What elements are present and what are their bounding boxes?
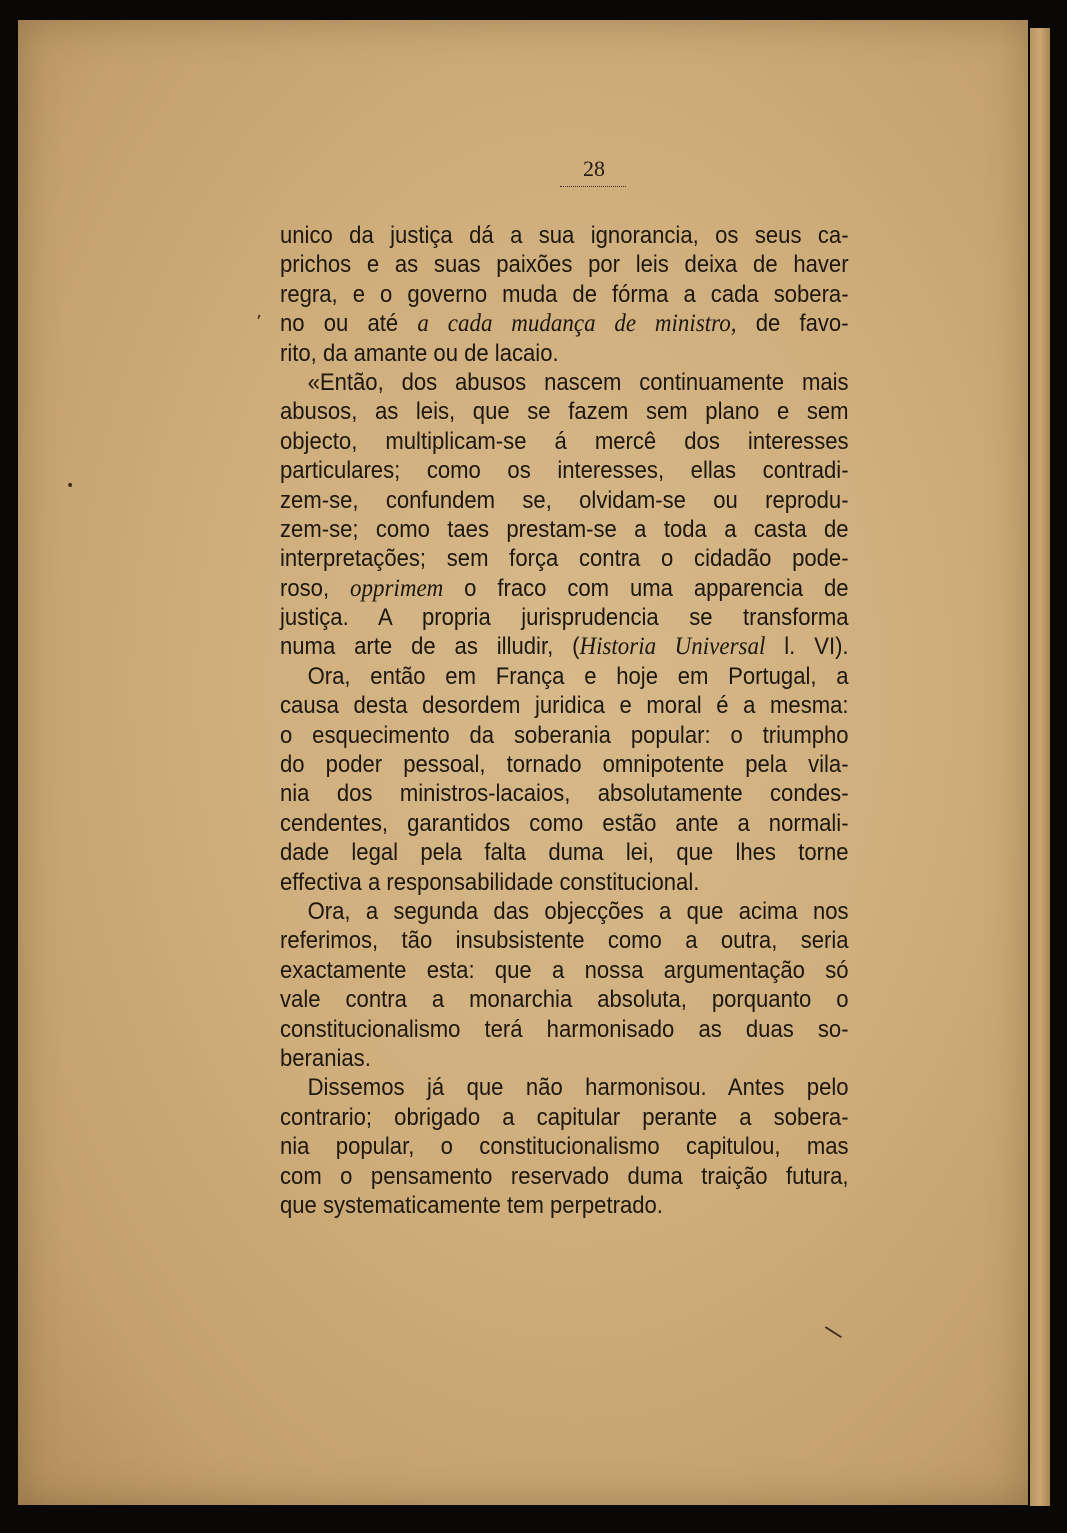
text-segment: Ora, a segunda das objecções a que acima nos [307,897,849,925]
text-segment: unico da justiça dá a sua ignorancia, os seus ca- [280,222,849,249]
text-segment: nia dos ministros-lacaios, absolutamente condes- [280,780,849,808]
text-segment: cendentes, garantidos como estão ante a normali- [280,809,849,837]
text-segment: «Então, dos abusos nascem continuamente mais [307,368,849,396]
text-line [280,309,849,338]
text-line [280,721,849,750]
text-segment: regra, e o governo muda de fórma a cada sobera- [280,280,849,308]
text-segment: Dissemos já que não harmonisou. Antes pelo [307,1074,849,1102]
text-line [280,632,849,661]
text-segment: o esquecimento da soberania popular: o triumpho [280,721,849,749]
italic-text: opprimem [349,574,444,602]
text-segment: no ou até [280,310,418,338]
text-segment: dade legal pela falta duma lei, que lhes torne [280,839,849,867]
text-segment: que systematicamente tem perpetrado. [280,1191,663,1219]
stray-dot: • [66,478,75,494]
text-line [280,1015,849,1044]
paragraph [280,221,849,368]
text-line [280,691,849,720]
text-line [280,280,849,309]
text-segment: rito, da amante ou de lacaio. [280,339,559,367]
stray-mark: ʼ [256,312,262,333]
text-line [280,250,849,279]
body-text [280,221,849,1220]
text-segment: nia popular, o constitucionalismo capitulou, mas [280,1133,849,1161]
text-line [280,1132,849,1161]
text-line [280,956,849,985]
text-line [280,1073,849,1102]
italic-text: Historia Universal [579,633,766,661]
text-segment: interpretações; sem força contra o cidadão pode- [280,545,849,573]
text-line [280,574,849,603]
text-line [280,427,849,456]
text-line [280,544,849,573]
text-segment: Ora, então em França e hoje em Portugal, a [307,662,849,690]
text-segment: causa desta desordem juridica e moral é a mesma: [280,692,849,720]
text-segment: de favo- [736,310,849,338]
text-line [280,221,849,250]
text-segment: constitucionalismo terá harmonisado as duas so- [280,1015,849,1043]
text-line [280,868,849,897]
text-segment: vale contra a monarchia absoluta, porquanto o [280,986,849,1014]
text-segment: zem-se, confundem se, olvidam-se ou reprodu- [280,486,849,514]
text-line [280,1103,849,1132]
text-segment: numa arte de as illudir, ( [280,633,580,661]
text-line [280,339,849,368]
text-segment: exactamente esta: que a nossa argumentação só [280,956,849,984]
text-line [280,368,849,397]
text-segment: o fraco com uma apparencia de [443,574,849,602]
text-segment: com o pensamento reservado duma traição futura, [280,1162,849,1190]
text-line [280,1191,849,1220]
paragraph [280,368,849,662]
text-segment: do poder pessoal, tornado omnipotente pela vila- [280,751,849,779]
text-segment: particulares; como os interesses, ellas contradi- [280,457,849,485]
text-line [280,1162,849,1191]
text-line [280,662,849,691]
text-segment: objecto, multiplicam-se á mercê dos interesses [280,427,849,455]
text-line [280,838,849,867]
page-number: 28 [583,156,605,181]
text-segment: prichos e as suas paixões por leis deixa de haver [280,251,849,279]
text-segment: l. VI). [765,633,849,661]
text-segment: contrario; obrigado a capitular perante a sobera- [280,1103,849,1131]
text-segment: effectiva a responsabilidade constitucional. [280,868,700,896]
text-segment: justiça. A propria jurisprudencia se transforma [280,604,849,632]
text-line [280,486,849,515]
text-segment: beranias. [280,1044,371,1072]
text-line [280,515,849,544]
italic-text: a cada mudança de ministro, [417,310,737,338]
text-segment: roso, [280,574,350,602]
paragraph [280,662,849,897]
text-line [280,809,849,838]
text-segment: abusos, as leis, que se fazem sem plano e sem [280,398,849,426]
text-line [280,897,849,926]
page-number-rule [560,186,626,187]
text-line [280,397,849,426]
text-line [280,779,849,808]
text-segment: zem-se; como taes prestam-se a toda a casta de [280,515,849,543]
stray-mark: \ [822,1320,845,1345]
text-line [280,985,849,1014]
text-line [280,1044,849,1073]
paragraph [280,1073,849,1220]
paragraph [280,897,849,1073]
text-line [280,750,849,779]
text-segment: referimos, tão insubsistente como a outra, seria [280,927,849,955]
text-line [280,603,849,632]
next-page-edge [1030,28,1050,1506]
text-line [280,456,849,485]
text-line [280,926,849,955]
